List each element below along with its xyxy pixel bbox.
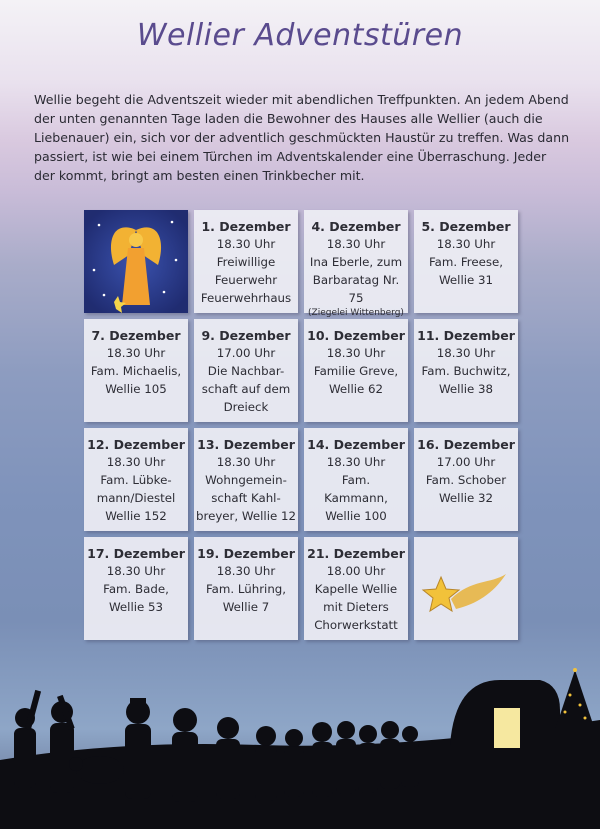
entry-detail: mann/Diestel	[96, 491, 176, 505]
entry-detail: Fam. Freese,	[428, 255, 504, 269]
entry-detail: Wellie 152	[105, 509, 167, 523]
calendar-entry	[84, 319, 188, 422]
shooting-star-cell	[414, 537, 518, 640]
advent-calendar-grid	[84, 210, 518, 640]
entry-time: 18.30 Uhr	[326, 455, 386, 469]
entry-detail: Fam. Lübke-	[100, 473, 172, 487]
entry-date: 1. Dezember	[201, 219, 291, 234]
entry-date: 9. Dezember	[201, 328, 291, 343]
entry-detail: Fam. Bade,	[103, 582, 169, 596]
page-title: Wellier Adventstüren	[136, 18, 464, 53]
entry-detail: Wellie 31	[438, 273, 494, 287]
calendar-entry	[304, 319, 408, 422]
entry-detail: Feuerwehrhaus	[200, 291, 292, 305]
entry-time: 18.30 Uhr	[106, 346, 166, 360]
shooting-star-icon	[421, 559, 511, 619]
entry-time: 18.30 Uhr	[106, 455, 166, 469]
entry-detail: Wellie 32	[438, 491, 494, 505]
entry-time: 18.30 Uhr	[326, 346, 386, 360]
calendar-entry	[304, 210, 408, 318]
entry-detail: Fam. Lühring,	[205, 582, 287, 596]
entry-time: 18.30 Uhr	[216, 564, 276, 578]
entry-detail: Wellie 38	[438, 382, 494, 396]
entry-time: 18.30 Uhr	[436, 237, 496, 251]
entry-time: 17.00 Uhr	[216, 346, 276, 360]
entry-detail: Wellie 105	[105, 382, 167, 396]
calendar-entry	[194, 319, 298, 422]
entry-detail: Fam. Buchwitz,	[421, 364, 511, 378]
entry-time: 18.30 Uhr	[216, 237, 276, 251]
calendar-entry	[84, 537, 188, 640]
calendar-entry	[304, 537, 408, 640]
entry-time: 18.00 Uhr	[326, 564, 386, 578]
entry-date: 5. Dezember	[421, 219, 511, 234]
entry-date: 21. Dezember	[307, 546, 405, 561]
entry-time: 18.30 Uhr	[216, 455, 276, 469]
angel-icon	[84, 210, 188, 313]
calendar-entry	[194, 210, 298, 313]
entry-time: 18.30 Uhr	[106, 564, 166, 578]
entry-detail: Dreieck	[223, 400, 269, 414]
entry-detail: Fam.	[341, 473, 371, 487]
calendar-entry	[414, 428, 518, 531]
entry-date: 11. Dezember	[417, 328, 515, 343]
angel-image-cell	[84, 210, 188, 313]
entry-detail: Freiwillige	[216, 255, 276, 269]
entry-date: 13. Dezember	[197, 437, 295, 452]
entry-detail: Wellie 62	[328, 382, 384, 396]
entry-detail: mit Dieters	[323, 600, 389, 614]
entry-detail: Wohngemein-	[205, 473, 287, 487]
entry-detail: Wellie 53	[108, 600, 164, 614]
entry-date: 12. Dezember	[87, 437, 185, 452]
calendar-entry	[304, 428, 408, 531]
entry-time: 18.30 Uhr	[436, 346, 496, 360]
entry-detail: Fam. Michaelis,	[90, 364, 182, 378]
entry-note: (Ziegelei Wittenberg)	[308, 308, 404, 318]
carolers-silhouette-icon	[0, 650, 600, 829]
entry-detail: Feuerwehr	[214, 273, 278, 287]
entry-date: 10. Dezember	[307, 328, 405, 343]
entry-detail: Fam. Schober	[425, 473, 507, 487]
entry-date: 16. Dezember	[417, 437, 515, 452]
entry-detail: Chorwerkstatt	[314, 618, 398, 632]
intro-paragraph: Wellie begeht die Adventszeit wieder mit abendlichen Treffpunkten. An jedem Abend der unten genannten Tage laden die Bewohner des Hauses alle Wellier (auch die Liebenauer) ein, sich vor der adventlich geschmückten Haustür zu treffen. Was dann passiert, ist wie bei einem Türchen im Adventskalender eine Überraschung. Jeder der kommt, bringt am besten einen Trinkbecher mit.	[34, 92, 570, 183]
entry-detail: Ina Eberle, zum	[309, 255, 403, 269]
entry-detail: breyer, Wellie 12	[195, 509, 296, 523]
entry-detail: Barbaratag Nr. 75	[312, 273, 400, 305]
entry-detail: Kammann,	[324, 491, 388, 505]
calendar-entry	[194, 537, 298, 640]
entry-time: 18.30 Uhr	[326, 237, 386, 251]
entry-date: 17. Dezember	[87, 546, 185, 561]
entry-detail: Familie Greve,	[313, 364, 399, 378]
calendar-entry	[194, 428, 298, 531]
entry-date: 14. Dezember	[307, 437, 405, 452]
entry-detail: Kapelle Wellie	[314, 582, 398, 596]
entry-detail: Die Nachbar-	[207, 364, 285, 378]
entry-detail: Wellie 7	[222, 600, 270, 614]
entry-time: 17.00 Uhr	[436, 455, 496, 469]
entry-date: 7. Dezember	[91, 328, 181, 343]
calendar-entry	[414, 210, 518, 313]
calendar-entry	[84, 428, 188, 531]
entry-detail: schaft Kahl-	[211, 491, 281, 505]
entry-detail: schaft auf dem	[201, 382, 291, 396]
entry-detail: Wellie 100	[325, 509, 387, 523]
entry-date: 19. Dezember	[197, 546, 295, 561]
calendar-entry	[414, 319, 518, 422]
entry-date: 4. Dezember	[311, 219, 401, 234]
